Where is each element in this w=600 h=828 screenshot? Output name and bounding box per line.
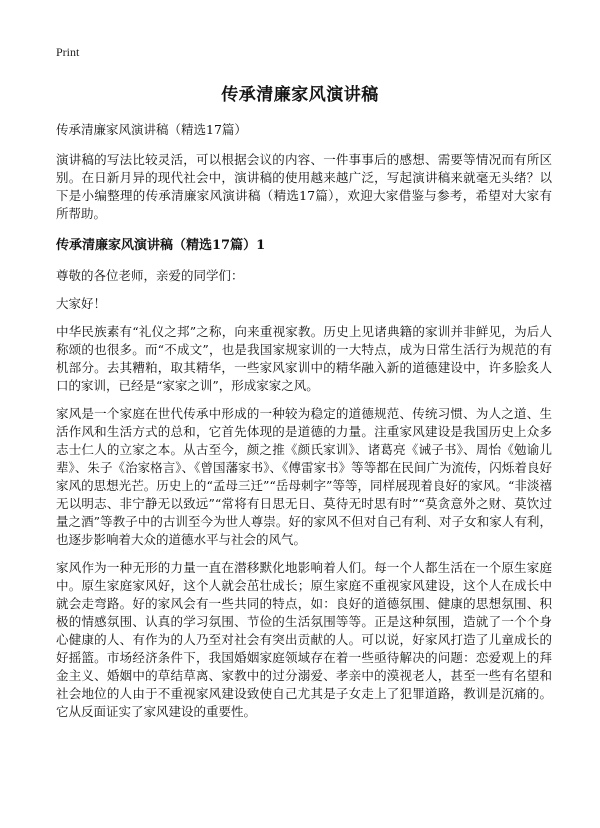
intro-paragraph: 演讲稿的写法比较灵活，可以根据会议的内容、一件事事后的感想、需要等情况而有所区别。在日新月异的现代社会中，演讲稿的使用越来越广泛，写起演讲稿来就毫无头绪？以下是小编整理的传承清廉家风演讲稿（精选17篇），欢迎大家借鉴与参考，希望对大家有所帮助。 <box>56 152 552 221</box>
print-link[interactable]: Print <box>56 45 80 59</box>
document-subtitle: 传承清廉家风演讲稿（精选17篇） <box>56 122 247 137</box>
document-body <box>56 121 552 731</box>
salutation-line: 大家好！ <box>56 296 107 311</box>
body-paragraph: 家风是一个家庭在世代传承中形成的一种较为稳定的道德规范、传统习惯、为人之道、生活作风和生活方式的总和，它首先体现的是道德的力量。注重家风建设是我国历史上众多志士仁人的立家之本。从古至今，颜之推《颜氏家训》、诸葛亮《诫子书》、周怡《勉谕儿辈》、朱子《治家格言》、《曾国藩家书》、《傅雷家书》等等都在民间广为流传，闪烁着良好家风的思想光芒。历史上的“孟母三迁”“岳母刺字”等等，同样展现着良好的家风。“非淡禧无以明志、非宁静无以致远”“常将有日思无日、莫待无时思有时”“莫贪意外之财、莫饮过量之酒”等教子中的古训至今为世人尊崇。好的家风不但对自己有利、对子女和家人有利，也逐步影响着大众的道德水平与社会的风气。 <box>56 406 552 547</box>
section-heading: 传承清廉家风演讲稿（精选17篇）1 <box>56 238 266 253</box>
body-paragraph: 家风作为一种无形的力量一直在潜移默化地影响着人们。每一个人都生活在一个原生家庭中。原生家庭家风好，这个人就会茁壮成长；原生家庭不重视家风建设，这个人在成长中就会走弯路。好的家风会有一些共同的特点，如：良好的道德氛围、健康的思想氛围、积极的情感氛围、认真的学习氛围、节俭的生活氛围等等。正是这种氛围，造就了一个个身心健康的人、有作为的人乃至对社会有突出贡献的人。可以说，好家风打造了儿童成长的好摇篮。市场经济条件下，我国婚姻家庭领域存在着一些亟待解决的问题：恋爱观上的拜金主义、婚姻中的草结草离、家教中的过分溺爱、孝亲中的漠视老人，甚至一些有名望和社会地位的人由于不重视家风建设致使自己尤其是子女走上了犯罪道路，教训是沉痛的。它从反面证实了家风建设的重要性。 <box>56 560 552 719</box>
greeting-line: 尊敬的各位老师，亲爱的同学们： <box>56 268 244 283</box>
page-title: 传承清廉家风演讲稿 <box>221 85 379 105</box>
body-paragraph: 中华民族素有“礼仪之邦”之称，向来重视家教。历史上见诸典籍的家训并非鲜见，为后人称颂的也很多。而“不成文”，也是我国家规家训的一大特点，成为日常生活行为规范的有机部分。去其糟粕，取其精华，一些家风家训中的精华融入新的道德建设中，许多脍炙人口的家训，已经是“家家之训”，形成家家之风。 <box>56 324 552 393</box>
